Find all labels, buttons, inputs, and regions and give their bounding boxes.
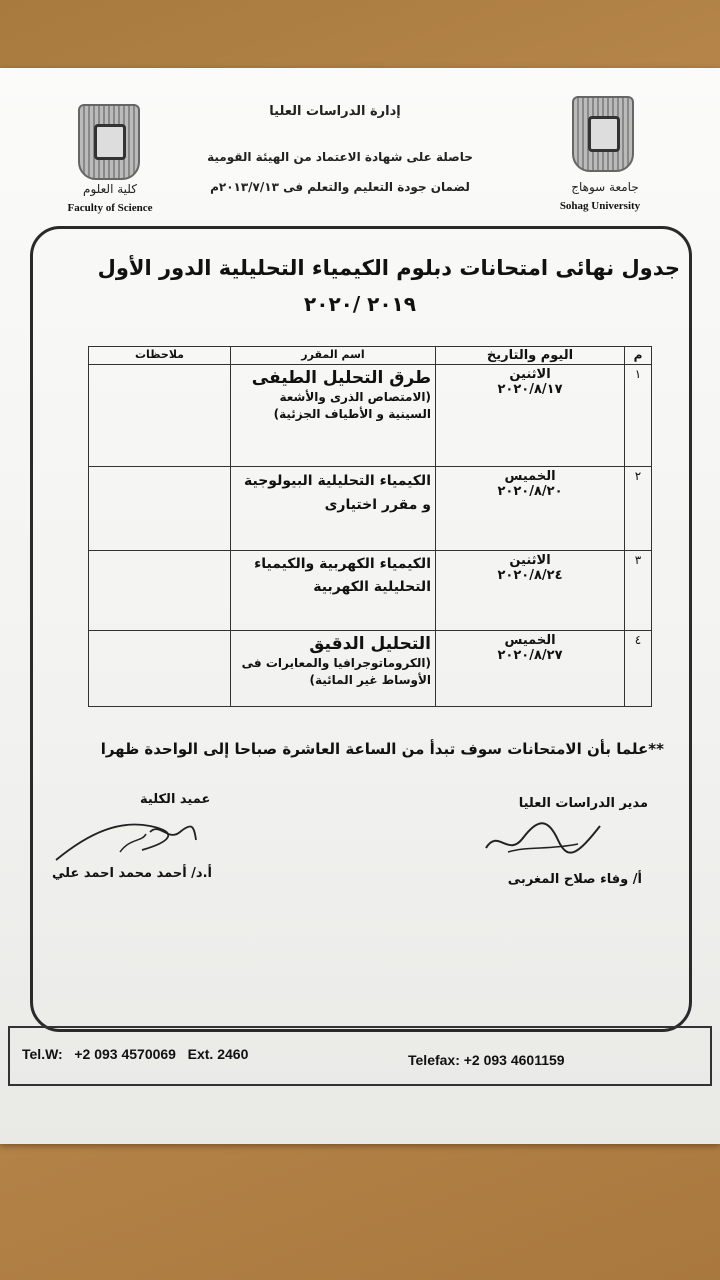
postgrad-director-signature: [478, 808, 608, 864]
left-logo-english: Faculty of Science: [67, 202, 153, 214]
row-course-cell: [231, 551, 436, 631]
right-logo-english: Sohag University: [559, 200, 641, 212]
row-num: ١: [625, 365, 652, 467]
table-row: [89, 631, 652, 707]
dean-name: أ.د/ أحمد محمد احمد علي: [52, 866, 212, 881]
row-date-cell: [436, 551, 625, 631]
row-day: الخميس: [504, 469, 556, 484]
row-num: ٤: [625, 631, 652, 707]
footer-fax: Telefax: +2 093 4601159: [408, 1052, 565, 1068]
row-day: الخميس: [504, 633, 556, 648]
header-date: اليوم والتاريخ: [436, 347, 625, 365]
header-notes: ملاحظات: [89, 347, 231, 365]
row-day: الاثنين: [509, 553, 551, 568]
row-notes: [89, 551, 231, 631]
right-logo-arabic: جامعة سوهاج: [571, 180, 639, 194]
academic-year: ٢٠١٩ /٢٠٢٠: [304, 292, 416, 316]
faculty-of-science-logo: [78, 104, 140, 180]
table-row: [89, 551, 652, 631]
postgrad-director-name: أ/ وفاء صلاح المغربى: [507, 872, 642, 887]
row-date: ٢٠٢٠/٨/٢٠: [497, 484, 563, 499]
row-notes: [89, 365, 231, 467]
row-date: ٢٠٢٠/٨/١٧: [497, 382, 563, 397]
postgrad-director-title: مدير الدراسات العليا: [518, 796, 648, 811]
dean-title: عميد الكلية: [140, 792, 211, 807]
row-notes: [89, 631, 231, 707]
row-course-main: الكيمياء التحليلية البيولوجية و مقرر اختيارى: [244, 473, 431, 513]
row-course-main: التحليل الدقيق: [309, 634, 431, 654]
table-header-row: [89, 347, 652, 365]
row-course-main: الكيمياء الكهربية والكيمياء التحليلية الكهربية: [254, 556, 431, 595]
row-course-cell: [231, 365, 436, 467]
row-num: ٢: [625, 467, 652, 551]
row-course-cell: [231, 467, 436, 551]
exam-schedule-table: [88, 346, 652, 707]
exam-time-note: **علما بأن الامتحانات سوف تبدأ من الساعة العاشرة صباحا إلى الواحدة ظهرا: [100, 740, 664, 758]
row-course-sub: (الكروماتوجرافيا والمعايرات فى الأوساط غير المائية): [241, 656, 431, 687]
left-logo-arabic: كلية العلوم: [83, 182, 137, 196]
header-course: اسم المقرر: [231, 347, 436, 365]
sohag-university-logo: [572, 96, 634, 172]
row-date: ٢٠٢٠/٨/٢٤: [497, 568, 563, 583]
row-date-cell: [436, 467, 625, 551]
row-day: الاثنين: [509, 367, 551, 382]
header-num: م: [625, 347, 652, 365]
row-course-cell: [231, 631, 436, 707]
header-line-1: إدارة الدراسات العليا: [269, 104, 401, 119]
row-date: ٢٠٢٠/٨/٢٧: [497, 648, 563, 663]
row-date-cell: [436, 631, 625, 707]
footer-tel: Tel.W: +2 093 4570069 Ext. 2460: [22, 1046, 249, 1062]
header-line-2: حاصلة على شهادة الاعتماد من الهيئة القومية: [207, 150, 473, 164]
row-num: ٣: [625, 551, 652, 631]
row-date-cell: [436, 365, 625, 467]
table-row: [89, 365, 652, 467]
table-row: [89, 467, 652, 551]
header-line-3: لضمان جودة التعليم والتعلم فى ٢٠١٣/٧/١٣م: [210, 180, 470, 194]
document-title: جدول نهائى امتحانات دبلوم الكيمياء التحليلية الدور الأول: [97, 256, 680, 280]
row-notes: [89, 467, 231, 551]
row-course-sub: (الامتصاص الذرى والأشعة السينية و الأطياف الجزئية): [273, 390, 431, 421]
row-course-main: طرق التحليل الطيفى: [251, 368, 431, 388]
dean-signature: [50, 812, 200, 868]
